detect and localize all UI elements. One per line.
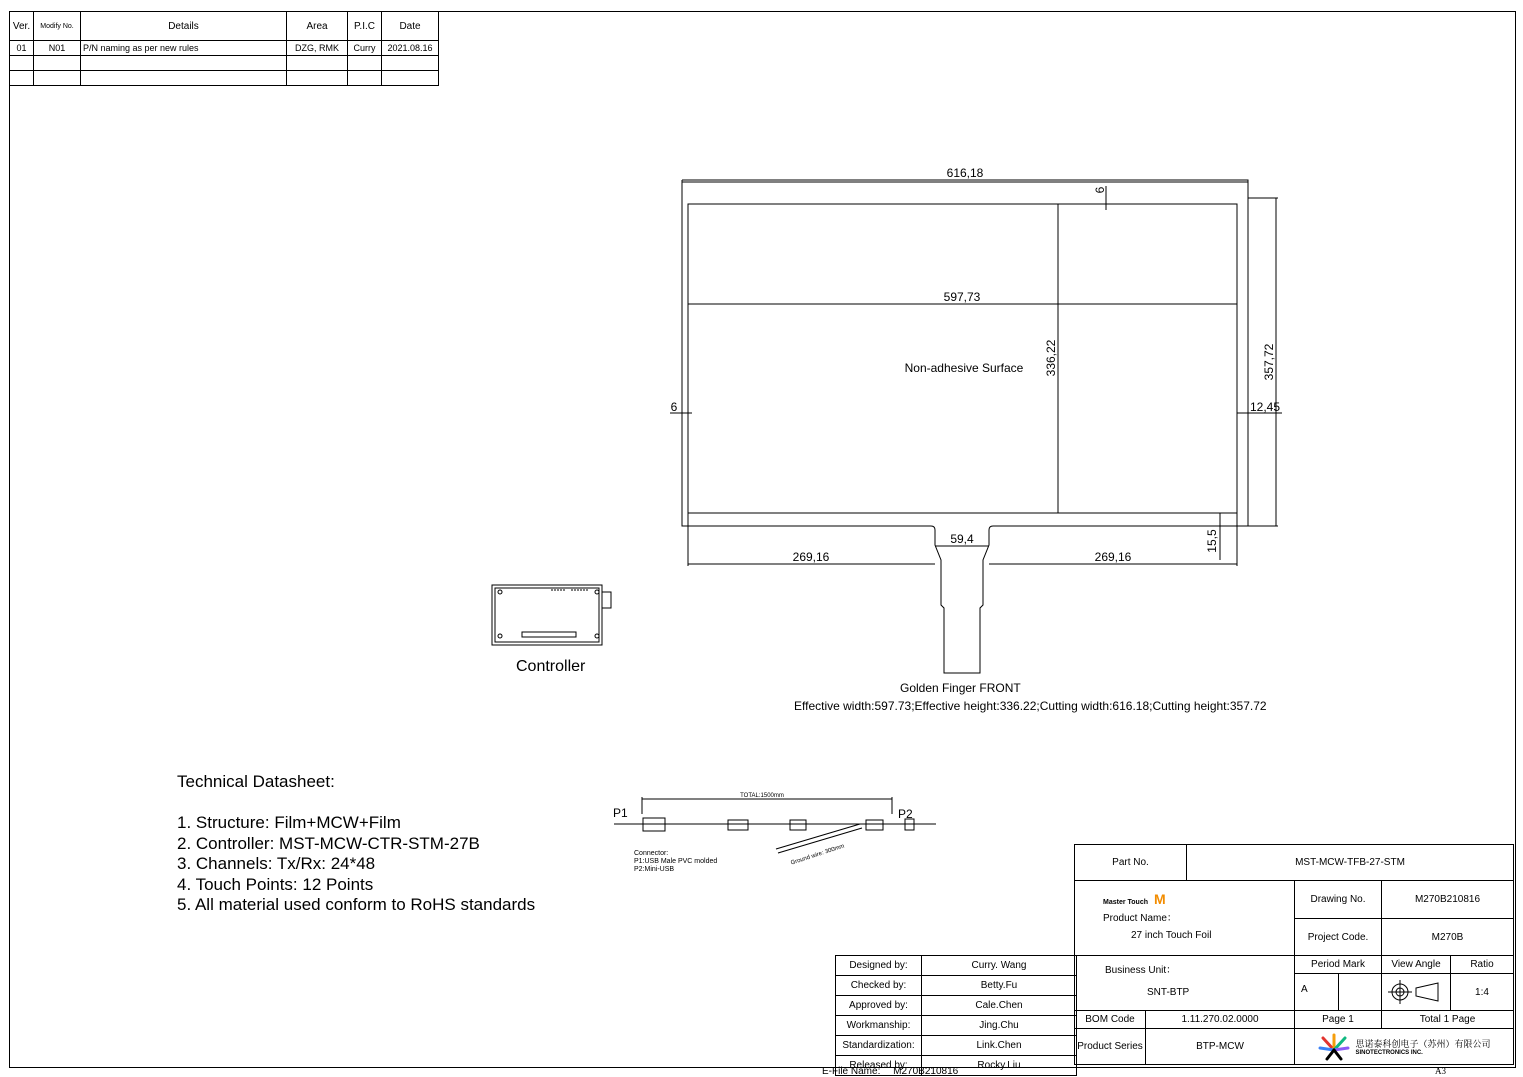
product-name-label: Product Name：	[1103, 913, 1177, 924]
datasheet-item: 5. All material used conform to RoHS standards	[177, 895, 536, 914]
drawing-no-label: Drawing No.	[1294, 880, 1382, 919]
first-angle-projection-icon	[1386, 980, 1446, 1004]
rev-cell: P/N naming as per new rules	[81, 41, 287, 56]
rev-cell: N01	[34, 41, 81, 56]
datasheet-list	[177, 813, 535, 916]
rev-header-date: Date	[382, 12, 439, 41]
rev-header-pic: P.I.C	[348, 12, 382, 41]
rev-cell: Curry	[348, 41, 382, 56]
period-mark-value: A	[1294, 973, 1339, 1011]
dim-right-margin: 12,45	[1249, 400, 1281, 414]
bom-code-label: BOM Code	[1074, 1010, 1146, 1029]
part-no-label: Part No.	[1074, 844, 1187, 881]
caption-title: Golden Finger FRONT	[900, 681, 1021, 695]
cable-p1-label: P1	[613, 806, 628, 820]
company-names	[1355, 1037, 1490, 1056]
total-pages: Total 1 Page	[1381, 1010, 1514, 1029]
projection-cell	[1381, 973, 1451, 1011]
datasheet-item: 2. Controller: MST-MCW-CTR-STM-27B	[177, 833, 480, 853]
ratio-label: Ratio	[1450, 955, 1514, 974]
rev-header-ver: Ver.	[10, 12, 34, 41]
project-code-value: M270B	[1381, 918, 1514, 956]
controller-label: Controller	[516, 658, 586, 675]
drawing-no-value: M270B210816	[1381, 880, 1514, 919]
datasheet-title: Technical Datasheet:	[177, 772, 335, 791]
company-name-en: SINOTECTRONICS INC.	[1355, 1050, 1423, 1056]
dim-cut-width: 616,18	[946, 166, 984, 180]
product-series-value: BTP-MCW	[1145, 1028, 1295, 1065]
cable-p2-label: P2	[898, 807, 913, 821]
rev-cell: 01	[10, 41, 34, 56]
company-cell	[1294, 1028, 1514, 1065]
efile-label: E-File Name:	[822, 1066, 881, 1077]
view-angle-label: View Angle	[1381, 955, 1451, 974]
caption-detail: Effective width:597.73;Effective height:336.22;Cutting width:616.18;Cutting height:357.72	[794, 699, 1267, 713]
dim-top-margin: 6	[1093, 186, 1107, 194]
cable-ground-wire: Ground wire: 300mm	[790, 843, 846, 867]
bom-code-value: 1.11.270.02.0000	[1145, 1010, 1295, 1029]
business-unit-block	[1074, 955, 1295, 1011]
rev-cell: 2021.08.16	[382, 41, 439, 56]
company-name-cn: 思诺泰科创电子（苏州）有限公司	[1355, 1040, 1491, 1050]
business-unit-label: Business Unit：	[1105, 965, 1177, 976]
brand-mark-icon: M	[1153, 891, 1166, 907]
brand-logo: Master Touch M	[1103, 891, 1166, 907]
ratio-value: 1:4	[1450, 973, 1514, 1011]
datasheet-item: 3. Channels: Tx/Rx: 24*48	[177, 854, 376, 873]
dim-eff-width: 597,73	[943, 290, 981, 304]
surface-label: Non-adhesive Surface	[904, 361, 1024, 375]
cable-sketch	[614, 797, 936, 853]
product-name-value: 27 inch Touch Foil	[1131, 930, 1212, 941]
efile-value: M270B210816	[893, 1066, 959, 1077]
rev-header-area: Area	[287, 12, 348, 41]
product-series-label: Product Series	[1074, 1028, 1146, 1065]
part-no-value: MST-MCW-TFB-27-STM	[1186, 844, 1514, 881]
dim-bottom-margin: 15,5	[1205, 529, 1219, 553]
signature-table: Designed by: Curry. Wang Checked by: Betty.Fu Approved by: Cale.Chen Workmanship: Jing.Chu Standardization: Link.Chen Released by: Rocky.Liu	[835, 955, 1077, 1076]
connector-p2: P2:Mini-USB	[634, 866, 675, 873]
connector-p1: P1:USB Male PVC molded	[634, 858, 718, 865]
sheet-size: A3	[1435, 1066, 1446, 1076]
dim-tail-width: 59,4	[950, 532, 974, 546]
project-code-label: Project Code.	[1294, 918, 1382, 956]
cable-connector-notes	[634, 850, 717, 874]
dim-cut-height: 357,72	[1262, 343, 1276, 381]
page-number: Page 1	[1294, 1010, 1382, 1029]
cable-total-length: TOTAL:1500mm	[740, 793, 784, 799]
product-name-block	[1074, 880, 1295, 956]
rev-header-details: Details	[81, 12, 287, 41]
business-unit-value: SNT-BTP	[1147, 987, 1190, 998]
dim-bottom-right: 269,16	[1094, 550, 1132, 564]
efile-name	[822, 1066, 958, 1077]
dim-eff-height: 336,22	[1044, 339, 1058, 377]
period-mark-label: Period Mark	[1294, 955, 1382, 974]
connector-title: Connector:	[634, 850, 669, 857]
dim-bottom-left: 269,16	[792, 550, 830, 564]
controller-board-sketch	[492, 585, 611, 645]
datasheet-item: 4. Touch Points: 12 Points	[177, 874, 374, 894]
dim-left-margin: 6	[670, 400, 678, 414]
datasheet-item: 1. Structure: Film+MCW+Film	[177, 813, 401, 832]
rev-header-modify: Modify No.	[34, 12, 81, 41]
period-mark-blank	[1338, 973, 1382, 1011]
company-logo-icon	[1317, 1032, 1351, 1062]
rev-cell: DZG, RMK	[287, 41, 348, 56]
